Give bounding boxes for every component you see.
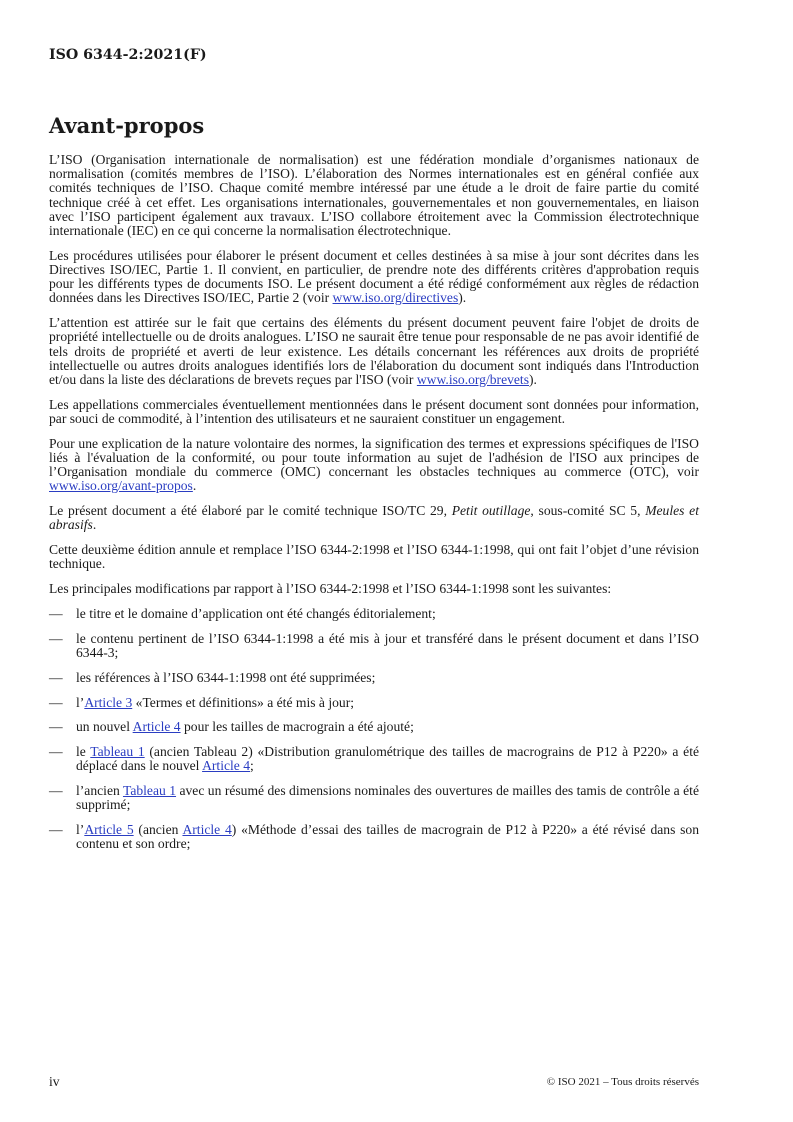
table-1-link[interactable]: Tableau 1 xyxy=(122,783,177,799)
article-5-link[interactable]: Article 5 xyxy=(84,822,134,838)
article-4-link[interactable]: Article 4 xyxy=(132,719,181,735)
paragraph-text: Les appellations commerciales éventuellement mentionnées dans le présent document sont données pour information, par souci de commodité, à l’intention des utilisateurs et ne sauraient constituer un engagement. xyxy=(49,396,699,427)
paragraph-text: Pour une explication de la nature volontaire des normes, la signification des termes et expressions spécifiques de l'ISO liés à l'évaluation de la conformité, ou pour toute information au sujet de l'adhésion de l'ISO aux principes de l’Organisation mondiale du commerce (OMC) concernant les obstacles techniques au commerce (OTC), voir xyxy=(49,435,699,480)
list-item xyxy=(49,784,699,812)
changes-list xyxy=(49,607,699,852)
list-item xyxy=(49,745,699,773)
list-item-text: ) «Méthode d’essai des tailles de macrograin de P12 à P220» a été révisé dans son contenu et son ordre; xyxy=(76,822,700,852)
paragraph-text: Les procédures utilisées pour élaborer le présent document et celles destinées à sa mise à jour sont décrites dans les Directives ISO/IEC, Partie 1. Il convient, en particulier, de prendre note des différents critères d'approbation requis pour les différents types de documents ISO. Le présent document a été rédigé conformément aux règles de rédaction données dans les Directives ISO/IEC, Partie 2 (voir xyxy=(49,247,699,306)
list-item-text: l’ xyxy=(76,694,85,710)
list-item xyxy=(49,671,699,685)
paragraph-iso-organisation xyxy=(49,153,699,238)
paragraph-trade-names xyxy=(49,398,699,426)
list-dash: — xyxy=(49,822,63,838)
list-dash: — xyxy=(49,669,63,685)
article-3-link[interactable]: Article 3 xyxy=(84,694,133,710)
list-item xyxy=(49,720,699,734)
list-item-text: (ancien xyxy=(133,822,183,838)
list-item-text: avec un résumé des dimensions nominales des ouvertures de mailles des tamis de contrôle a été supprimé; xyxy=(76,783,699,813)
list-item-text: les références à l’ISO 6344-1:1998 ont été supprimées; xyxy=(76,669,376,685)
list-item-text: le contenu pertinent de l’ISO 6344-1:1998 a été mis à jour et transféré dans le présent document et dans l’ISO 6344-3; xyxy=(76,630,699,661)
paragraph-text: ). xyxy=(529,372,537,388)
foreword-link[interactable]: www.iso.org/avant-propos xyxy=(49,478,193,494)
committee-name: Petit outillage xyxy=(451,503,531,519)
paragraph-text: Cette deuxième édition annule et remplace l’ISO 6344-2:1998 et l’ISO 6344-1:1998, qui ont fait l’objet d’une révision technique. xyxy=(49,542,699,572)
paragraph-voluntary-nature xyxy=(49,437,699,494)
paragraph-text: , sous-comité SC 5, xyxy=(530,503,646,519)
paragraph-text: . xyxy=(92,517,97,533)
paragraph-text: L’ISO (Organisation internationale de normalisation) est une fédération mondiale d’organismes nationaux de normalisation (comités membres de l’ISO). L’élaboration des Normes internationales est en général confiée aux comités techniques de l’ISO. Chaque comité membre intéressé par une étude a le droit de faire partie du comité technique créé à cet effet. Les organisations internationales, gouvernementales et non gouvernementales, en liaison avec l’ISO participent également aux travaux. L’ISO collabore étroitement avec la Commission électrotechnique internationale (IEC) en ce qui concerne la normalisation électrotechnique. xyxy=(49,152,699,239)
list-dash: — xyxy=(49,744,63,760)
list-item-text: l’ xyxy=(76,822,85,838)
list-item-text: pour les tailles de macrograin a été ajouté; xyxy=(180,719,414,735)
paragraph-changes-intro xyxy=(49,582,699,596)
list-dash: — xyxy=(49,719,63,735)
paragraph-text: Les principales modifications par rapport à l’ISO 6344-2:1998 et l’ISO 6344-1:1998 sont les suivantes: xyxy=(49,581,612,597)
list-dash: — xyxy=(49,783,63,799)
list-item-text: «Termes et définitions» a été mis à jour; xyxy=(132,694,355,710)
paragraph-text: ). xyxy=(458,290,467,306)
paragraph-text: Le présent document a été élaboré par le comité technique ISO/TC 29, xyxy=(49,503,452,519)
paragraph-text: . xyxy=(192,478,197,494)
list-item-text: le xyxy=(76,744,91,760)
subcommittee-name: Meules et abrasifs xyxy=(49,503,699,533)
list-item-text: (ancien Tableau 2) «Distribution granulométrique des tailles de macrograins de P12 à P220» a été déplacé dans le nouvel xyxy=(76,744,700,774)
list-dash: — xyxy=(49,630,63,646)
list-item-text: le titre et le domaine d’application ont été changés éditorialement; xyxy=(76,606,436,622)
list-item-text: un nouvel xyxy=(76,719,133,735)
paragraph-patents xyxy=(49,316,699,387)
list-item xyxy=(49,632,699,660)
list-item xyxy=(49,696,699,710)
patents-link[interactable]: www.iso.org/brevets xyxy=(416,372,529,388)
section-title: Avant-propos xyxy=(49,113,205,138)
copyright-notice: © ISO 2021 – Tous droits réservés xyxy=(546,1076,699,1088)
foreword-body xyxy=(49,153,699,862)
list-item-text: l’ancien xyxy=(76,783,123,799)
list-item xyxy=(49,823,699,851)
directives-link[interactable]: www.iso.org/directives xyxy=(332,290,459,306)
paragraph-text: L’attention est attirée sur le fait que certains des éléments du présent document peuvent faire l'objet de droits de propriété intellectuelle ou de droits analogues. L’ISO ne saurait être tenue pour responsable de ne pas avoir identifié de tels droits de propriété et averti de leur existence. Les détails concernant les références aux droits de propriété intellectuelle ou autres droits analogues identifiés lors de l'élaboration du document sont indiqués dans l'Introduction et/ou dans la liste des déclarations de brevets reçues par l'ISO (voir xyxy=(49,315,699,388)
list-item xyxy=(49,607,699,621)
paragraph-edition xyxy=(49,543,699,571)
document-identifier: ISO 6344-2:2021(F) xyxy=(49,47,207,63)
article-4-link[interactable]: Article 4 xyxy=(202,758,251,774)
table-1-link[interactable]: Tableau 1 xyxy=(90,744,145,760)
list-dash: — xyxy=(49,606,63,622)
article-4-link[interactable]: Article 4 xyxy=(182,822,232,838)
list-item-text: ; xyxy=(250,758,254,774)
list-dash: — xyxy=(49,694,63,710)
paragraph-procedures xyxy=(49,249,699,306)
paragraph-committee xyxy=(49,504,699,532)
page-number: iv xyxy=(49,1074,60,1089)
